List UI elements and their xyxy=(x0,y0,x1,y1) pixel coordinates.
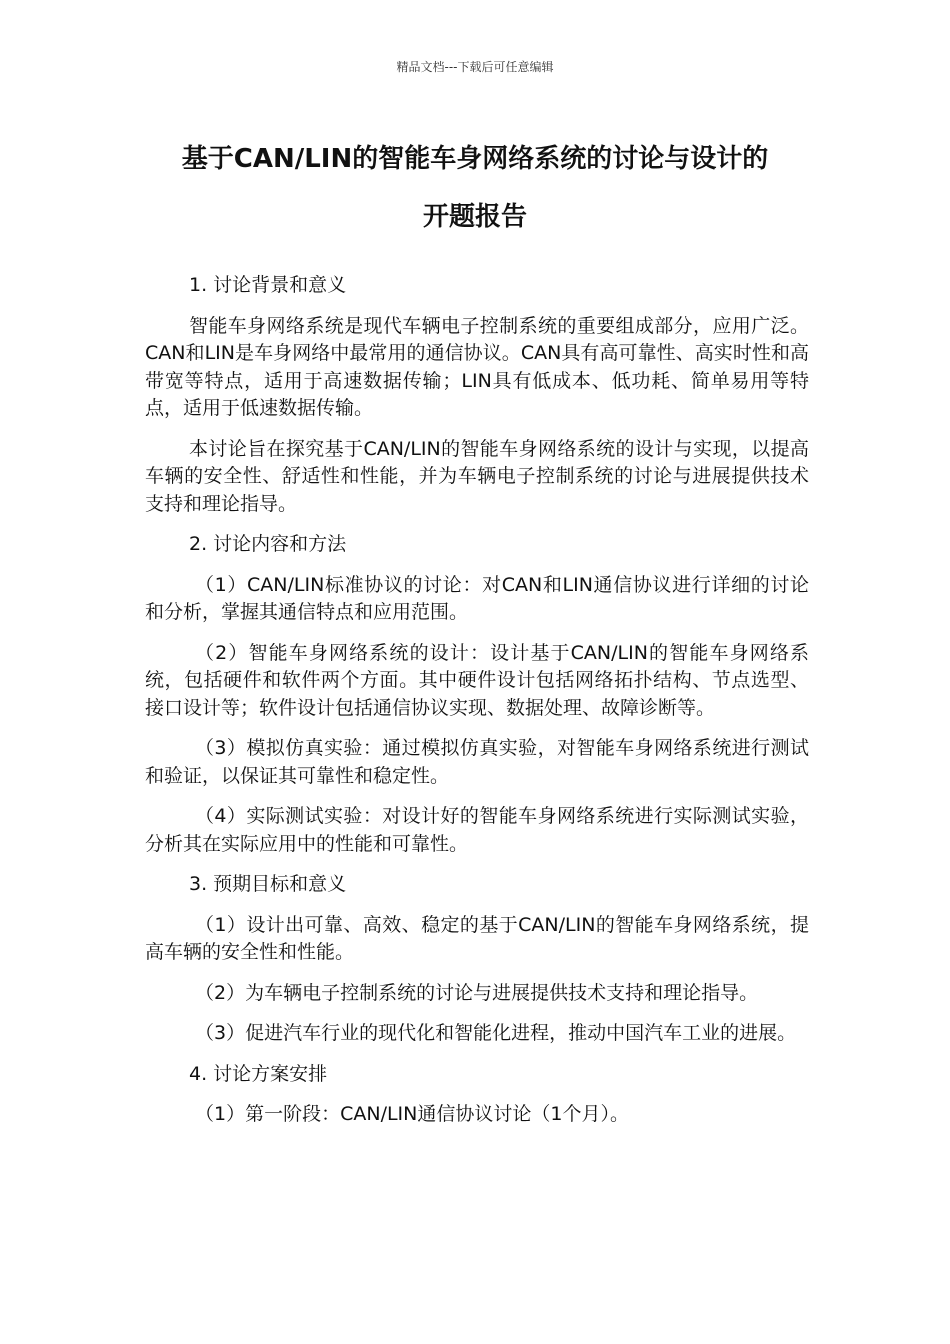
list-item-system-design: （2）智能车身网络系统的设计：设计基于CAN/LIN的智能车身网络系统，包括硬件和软件两个方面。其中硬件设计包括网络拓扑结构、节点选型、接口设计等；软件设计包括通信协议实现、数据处理、故障诊断等。 xyxy=(145,641,809,719)
section-heading-goals: 3. 预期目标和意义 xyxy=(189,873,347,895)
list-item-protocol-study: （1）CAN/LIN标准协议的讨论：对CAN和LIN通信协议进行详细的讨论和分析，掌握其通信特点和应用范围。 xyxy=(145,573,809,623)
document-title-line-2: 开题报告 xyxy=(422,202,527,232)
section-heading-background: 1. 讨论背景和意义 xyxy=(189,274,347,296)
list-item-real-testing: （4）实际测试实验：对设计好的智能车身网络系统进行实际测试实验，分析其在实际应用中的性能和可靠性。 xyxy=(145,805,809,855)
list-item-simulation: （3）模拟仿真实验：通过模拟仿真实验，对智能车身网络系统进行测试和验证，以保证其可靠性和稳定性。 xyxy=(145,737,809,787)
document-body xyxy=(145,272,809,1142)
section-heading-content-methods: 2. 讨论内容和方法 xyxy=(189,533,347,555)
list-item-goal-3: （3）促进汽车行业的现代化和智能化进程，推动中国汽车工业的进展。 xyxy=(195,1022,797,1044)
list-item-goal-2: （2）为车辆电子控制系统的讨论与进展提供技术支持和理论指导。 xyxy=(195,981,759,1004)
paragraph-background-2: 本讨论旨在探究基于CAN/LIN的智能车身网络系统的设计与实现，以提高车辆的安全性、舒适性和性能，并为车辆电子控制系统的讨论与进展提供技术支持和理论指导。 xyxy=(145,437,809,515)
page-header-note: 精品文档---下载后可任意编辑 xyxy=(396,60,554,74)
list-item-goal-1: （1）设计出可靠、高效、稳定的基于CAN/LIN的智能车身网络系统，提高车辆的安全性和性能。 xyxy=(145,913,809,963)
document-title-line-1: 基于CAN/LIN的智能车身网络系统的讨论与设计的 xyxy=(181,144,769,174)
paragraph-background-1: 智能车身网络系统是现代车辆电子控制系统的重要组成部分，应用广泛。CAN和LIN是车身网络中最常用的通信协议。CAN具有高可靠性、高实时性和高带宽等特点，适用于高速数据传输；LIN具有低成本、低功耗、简单易用等特点，适用于低速数据传输。 xyxy=(145,314,809,419)
list-item-phase-1: （1）第一阶段：CAN/LIN通信协议讨论（1个月）。 xyxy=(195,1103,629,1125)
section-heading-schedule: 4. 讨论方案安排 xyxy=(189,1062,328,1085)
